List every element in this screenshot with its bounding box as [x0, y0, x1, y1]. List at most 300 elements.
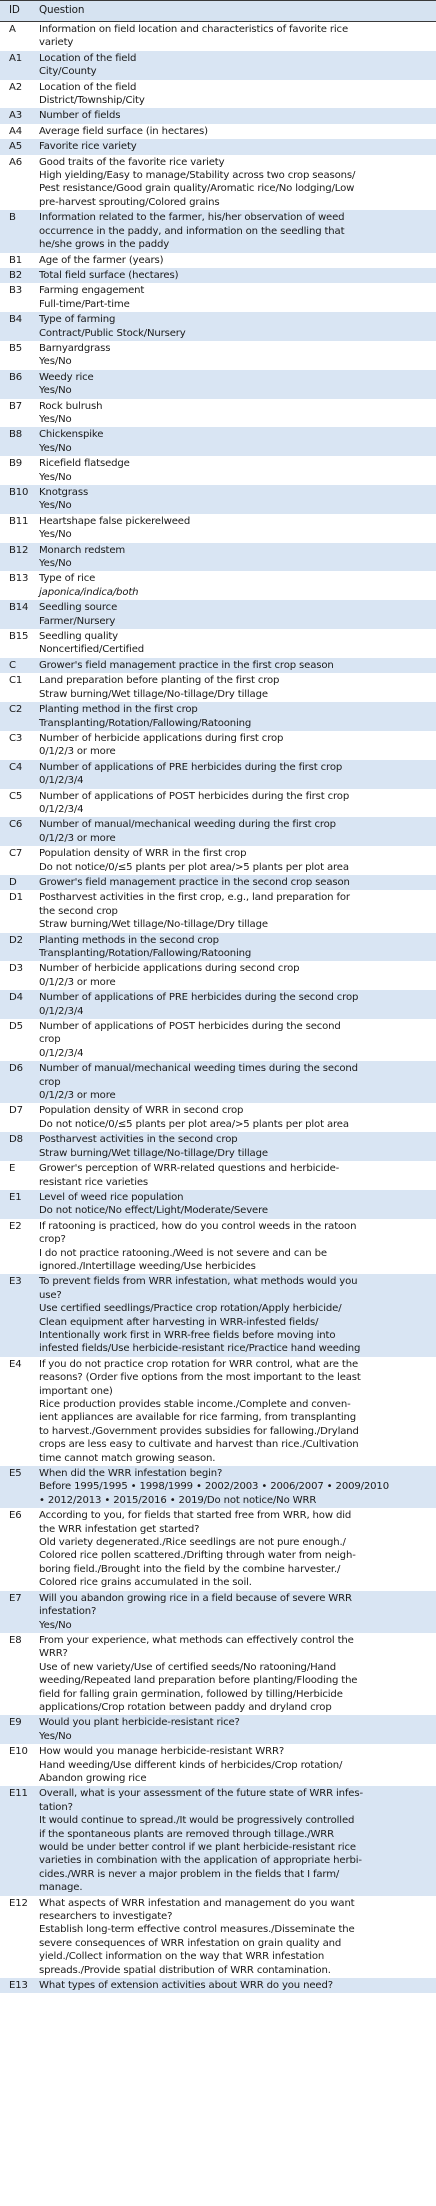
table-row	[0, 210, 436, 252]
question-line: the WRR infestation get started?	[39, 1523, 200, 1535]
table-row	[0, 961, 436, 990]
question-id: B9	[9, 458, 23, 470]
question-id: A4	[9, 125, 23, 137]
question-id: E12	[9, 1897, 28, 1909]
question-id: E4	[9, 1358, 22, 1370]
question-line: boring field./Brought into the field by the combine harvester./	[39, 1563, 341, 1575]
question-text	[32, 571, 436, 600]
question-line: Yes/No	[39, 1730, 72, 1742]
question-line: Age of the farmer (years)	[39, 254, 164, 266]
question-text	[32, 1103, 436, 1132]
table-row	[0, 543, 436, 572]
question-line: Clean equipment after harvesting in WRR-infested fields/	[39, 1316, 319, 1328]
table-row	[0, 846, 436, 875]
question-line: Location of the field	[39, 81, 137, 93]
question-text	[32, 789, 436, 818]
question-id: C7	[9, 848, 23, 860]
table-row	[0, 789, 436, 818]
table-row	[0, 1061, 436, 1103]
table-row	[0, 399, 436, 428]
question-line: Number of fields	[39, 110, 121, 122]
question-id: B2	[9, 269, 23, 281]
question-text	[32, 253, 436, 268]
question-line: Abandon growing rice	[39, 1772, 147, 1784]
question-line: Chickenspike	[39, 429, 104, 441]
question-line: Number of herbicide applications during first crop	[39, 732, 284, 744]
question-line: ient appliances are available for rice farming, from transplanting	[39, 1412, 356, 1424]
question-text	[32, 658, 436, 673]
table-row	[0, 283, 436, 312]
table-row	[0, 1132, 436, 1161]
question-text	[32, 51, 436, 80]
question-line: Establish long-term effective control measures./Disseminate the	[39, 1924, 355, 1936]
question-line: Colored rice pollen scattered./Drifting through water from neigh-	[39, 1550, 356, 1562]
question-line: infested fields/Use herbicide-resistant rice/Practice hand weeding	[39, 1343, 361, 1355]
question-id: B11	[9, 515, 29, 527]
question-id: C5	[9, 790, 23, 802]
question-line: Would you plant herbicide-resistant rice?	[39, 1717, 240, 1729]
question-line: Do not notice/No effect/Light/Moderate/Severe	[39, 1205, 268, 1217]
question-line: Do not notice/0/≤5 plants per plot area/>5 plants per plot area	[39, 861, 349, 873]
question-line: Knotgrass	[39, 487, 89, 498]
question-line: Barnyardgrass	[39, 342, 111, 354]
question-text	[32, 108, 436, 123]
question-line: Information related to the farmer, his/her observation of weed	[39, 212, 345, 224]
question-id: B14	[9, 602, 29, 614]
question-text	[32, 1508, 436, 1590]
question-line: Do not notice/0/≤5 plants per plot area/>5 plants per plot area	[39, 1118, 349, 1130]
question-line: Number of manual/mechanical weeding during the first crop	[39, 819, 336, 831]
question-line: High yielding/Easy to manage/Stability across two crop seasons/	[39, 170, 356, 182]
question-line: crop	[39, 1076, 61, 1088]
question-text	[32, 485, 436, 514]
question-line: time cannot match growing season.	[39, 1452, 216, 1464]
question-line: ignored./Intertillage weeding/Use herbicides	[39, 1260, 256, 1272]
question-text	[32, 124, 436, 139]
question-line: yield./Collect information on the way that WRR infestation	[39, 1951, 325, 1963]
question-line: would be under better control if we plant herbicide-resistant rice	[39, 1842, 356, 1853]
question-line: tation?	[39, 1801, 73, 1813]
id-column-header: ID	[9, 4, 20, 17]
question-text	[32, 139, 436, 154]
question-id: E6	[9, 1510, 22, 1522]
question-line: Number of applications of PRE herbicides during the first crop	[39, 761, 343, 773]
question-text	[32, 629, 436, 658]
question-line: crop?	[39, 1234, 66, 1246]
question-line: Yes/No	[39, 442, 72, 454]
question-line: Type of farming	[39, 314, 116, 326]
table-row	[0, 124, 436, 139]
question-id: E13	[9, 1980, 28, 1992]
question-line: Transplanting/Rotation/Fallowing/Ratooning	[39, 948, 252, 959]
question-line: Planting methods in the second crop	[39, 934, 219, 946]
table-row	[0, 658, 436, 673]
question-text	[32, 1190, 436, 1219]
question-line: Will you abandon growing rice in a field because of severe WRR	[39, 1592, 352, 1604]
question-text	[32, 1132, 436, 1161]
question-line: the second crop	[39, 905, 118, 917]
question-text	[32, 155, 436, 211]
table-row	[0, 600, 436, 629]
question-line: 0/1/2/3 or more	[39, 832, 116, 844]
question-line: • 2012/2013 • 2015/2016 • 2019/Do not notice/No WRR	[39, 1494, 317, 1506]
question-line: Rice production provides stable income./Complete and conven-	[39, 1399, 351, 1410]
question-text	[32, 1466, 436, 1508]
question-line: Population density of WRR in second crop	[39, 1105, 244, 1117]
table-row	[0, 760, 436, 789]
question-line: When did the WRR infestation begin?	[39, 1468, 223, 1480]
question-line: How would you manage herbicide-resistant WRR?	[39, 1746, 285, 1758]
question-line: to harvest./Government provides subsidies for fallowing./Dryland	[39, 1425, 359, 1437]
question-text	[32, 1786, 436, 1895]
question-text	[32, 1715, 436, 1744]
question-line: Noncertified/Certified	[39, 644, 145, 656]
question-line: District/Township/City	[39, 95, 145, 107]
table-row	[0, 1103, 436, 1132]
question-line: Level of weed rice population	[39, 1191, 184, 1203]
question-text	[32, 283, 436, 312]
question-text	[32, 370, 436, 399]
question-text	[32, 702, 436, 731]
question-text	[32, 1161, 436, 1190]
question-text	[32, 514, 436, 543]
question-line: Contract/Public Stock/Nursery	[39, 327, 186, 339]
question-line: Yes/No	[39, 471, 72, 483]
table-row	[0, 155, 436, 211]
table-row	[0, 1591, 436, 1633]
question-line: Postharvest activities in the second crop	[39, 1134, 238, 1146]
question-line: Average field surface (in hectares)	[39, 125, 208, 137]
question-id: E7	[9, 1592, 22, 1604]
question-line: Number of applications of POST herbicides during the second	[39, 1021, 341, 1033]
question-text	[32, 990, 436, 1019]
question-id: D	[9, 876, 17, 888]
question-line: What aspects of WRR infestation and management do you want	[39, 1897, 355, 1909]
question-line: From your experience, what methods can effectively control the	[39, 1634, 354, 1646]
question-line: Farmer/Nursery	[39, 615, 116, 627]
question-id: E8	[9, 1634, 22, 1646]
question-line: Favorite rice variety	[39, 141, 137, 153]
question-id: A2	[9, 81, 23, 93]
table-row	[0, 514, 436, 543]
question-line: crops are less easy to cultivate and harvest than rice./Cultivation	[39, 1439, 359, 1451]
question-line: applications/Crop rotation between paddy and dryland crop	[39, 1701, 332, 1713]
question-line: Number of applications of PRE herbicides during the second crop	[39, 992, 359, 1004]
question-id: B1	[9, 254, 23, 266]
question-text	[32, 543, 436, 572]
question-id: D6	[9, 1063, 23, 1075]
question-line: Grower's perception of WRR-related questions and herbicide-	[39, 1163, 340, 1175]
question-id: E10	[9, 1746, 28, 1758]
question-line: Rock bulrush	[39, 400, 103, 412]
question-line: Old variety degenerated./Rice seedlings are not pure enough./	[39, 1537, 346, 1549]
question-text	[32, 22, 436, 51]
question-id: C6	[9, 819, 23, 831]
question-line: Land preparation before planting of the first crop	[39, 675, 280, 687]
question-line: Use of new variety/Use of certified seeds/No ratooning/Hand	[39, 1661, 337, 1673]
table-row	[0, 1019, 436, 1061]
question-line: If you do not practice crop rotation for WRR control, what are the	[39, 1358, 359, 1370]
question-line: 0/1/2/3/4	[39, 1005, 84, 1017]
table-row	[0, 629, 436, 658]
question-line: Ricefield flatsedge	[39, 458, 130, 470]
table-row	[0, 485, 436, 514]
question-line: Yes/No	[39, 413, 72, 425]
table-row	[0, 268, 436, 283]
question-line: Grower's field management practice in the second crop season	[39, 876, 350, 888]
question-line: Straw burning/Wet tillage/No-tillage/Dry tillage	[39, 1147, 268, 1159]
table-row	[0, 253, 436, 268]
table-row	[0, 51, 436, 80]
question-id: A3	[9, 110, 23, 122]
table-row	[0, 312, 436, 341]
question-id: D3	[9, 963, 23, 975]
question-line: Good traits of the favorite rice variety	[39, 156, 225, 168]
question-line: important one)	[39, 1385, 113, 1397]
question-line: Yes/No	[39, 1619, 72, 1631]
question-text	[32, 1591, 436, 1633]
table-row	[0, 22, 436, 51]
table-row	[0, 1744, 436, 1786]
table-row	[0, 1161, 436, 1190]
table-row	[0, 456, 436, 485]
question-line: If ratooning is practiced, how do you control weeds in the ratoon	[39, 1220, 357, 1232]
question-line: 0/1/2/3 or more	[39, 1090, 116, 1102]
table-row	[0, 1978, 436, 1993]
question-id: C4	[9, 761, 23, 773]
question-line: occurrence in the paddy, and information on the seedling that	[39, 225, 345, 237]
table-row	[0, 875, 436, 890]
question-text	[32, 427, 436, 456]
question-line: It would continue to spread./It would be progressively controlled	[39, 1815, 355, 1827]
question-line: Seedling source	[39, 602, 118, 614]
question-line: manage.	[39, 1882, 83, 1894]
question-id: D5	[9, 1021, 23, 1033]
question-id: B5	[9, 342, 23, 354]
question-line: reasons? (Order five options from the most important to the least	[39, 1372, 361, 1384]
question-line: Number of applications of POST herbicides during the first crop	[39, 790, 350, 802]
question-line: What types of extension activities about WRR do you need?	[39, 1980, 333, 1992]
question-line: Monarch redstem	[39, 544, 126, 556]
question-line: Straw burning/Wet tillage/No-tillage/Dry tillage	[39, 688, 268, 700]
question-text	[32, 312, 436, 341]
question-text	[32, 890, 436, 932]
table-row	[0, 1190, 436, 1219]
question-id: B	[9, 212, 16, 224]
question-id: C	[9, 659, 16, 671]
question-text	[32, 673, 436, 702]
question-line: Total field surface (hectares)	[39, 269, 179, 281]
question-id: E	[9, 1163, 16, 1175]
question-id: B7	[9, 400, 23, 412]
question-text	[32, 210, 436, 252]
question-id: B12	[9, 544, 29, 556]
question-id: A6	[9, 156, 23, 168]
question-line: Yes/No	[39, 500, 72, 512]
table-row	[0, 571, 436, 600]
question-line: Intentionally work first in WRR-free fields before moving into	[39, 1329, 336, 1341]
question-id: C2	[9, 704, 23, 716]
question-line: Number of manual/mechanical weeding times during the second	[39, 1063, 358, 1075]
question-id: A	[9, 24, 16, 35]
question-id: B6	[9, 371, 23, 383]
question-id: B15	[9, 631, 29, 643]
question-id: D7	[9, 1105, 23, 1117]
question-line: 0/1/2/3/4	[39, 1047, 84, 1059]
question-line: Type of rice	[39, 573, 96, 585]
question-line: pre-harvest sprouting/Colored grains	[39, 196, 220, 208]
question-line: I do not practice ratooning./Weed is not severe and can be	[39, 1247, 327, 1259]
question-text	[32, 817, 436, 846]
table-row	[0, 427, 436, 456]
question-text	[32, 731, 436, 760]
question-text	[32, 846, 436, 875]
question-line: Straw burning/Wet tillage/No-tillage/Dry tillage	[39, 919, 268, 931]
question-line: Before 1995/1995 • 1998/1999 • 2002/2003 • 2006/2007 • 2009/2010	[39, 1481, 389, 1493]
question-text	[32, 1061, 436, 1103]
table-row	[0, 702, 436, 731]
question-line: resistant rice varieties	[39, 1176, 149, 1188]
question-line: cides./WRR is never a major problem in the fields that I farm/	[39, 1868, 340, 1880]
table-row	[0, 673, 436, 702]
question-id: E5	[9, 1468, 22, 1480]
question-line: Colored rice grains accumulated in the soil.	[39, 1577, 252, 1589]
question-line: City/County	[39, 66, 97, 78]
question-id: B4	[9, 314, 23, 326]
question-line: Pest resistance/Good grain quality/Aromatic rice/No lodging/Low	[39, 183, 355, 195]
table-row	[0, 1274, 436, 1356]
question-line: severe consequences of WRR infestation on grain quality and	[39, 1937, 342, 1949]
question-id: D8	[9, 1134, 23, 1146]
question-line: Yes/No	[39, 558, 72, 570]
question-text	[32, 399, 436, 428]
question-id: A1	[9, 52, 23, 64]
question-text	[32, 1744, 436, 1786]
question-line: Overall, what is your assessment of the future state of WRR infes-	[39, 1788, 363, 1800]
question-line: Weedy rice	[39, 371, 94, 383]
table-body	[0, 22, 436, 1993]
question-line: Population density of WRR in the first crop	[39, 848, 247, 860]
question-text	[32, 1219, 436, 1275]
question-line: Yes/No	[39, 385, 72, 397]
question-text	[32, 268, 436, 283]
question-line: varieties in combination with the application of appropriate herbi-	[39, 1855, 362, 1867]
table-header	[0, 0, 436, 22]
question-id: E3	[9, 1276, 22, 1288]
question-line: 0/1/2/3/4	[39, 775, 84, 787]
question-id: B8	[9, 429, 23, 441]
table-row	[0, 731, 436, 760]
question-text	[32, 600, 436, 629]
question-line: WRR?	[39, 1648, 68, 1660]
question-id: D1	[9, 892, 23, 904]
question-line: Full-time/Part-time	[39, 298, 130, 310]
question-id: C3	[9, 732, 23, 744]
question-line: Location of the field	[39, 52, 137, 64]
question-line: 0/1/2/3 or more	[39, 976, 116, 988]
question-line: spreads./Provide spatial distribution of WRR contamination.	[39, 1964, 331, 1976]
question-line: he/she grows in the paddy	[39, 239, 170, 251]
question-text	[32, 341, 436, 370]
question-line: infestation?	[39, 1606, 97, 1618]
question-id: B3	[9, 285, 23, 297]
table-row	[0, 1357, 436, 1466]
question-text	[32, 80, 436, 109]
question-text	[32, 1633, 436, 1715]
question-id: D2	[9, 934, 23, 946]
table-row	[0, 990, 436, 1019]
question-id: E1	[9, 1191, 22, 1203]
question-line: 0/1/2/3/4	[39, 803, 84, 815]
question-text	[32, 961, 436, 990]
question-line: Postharvest activities in the first crop, e.g., land preparation for	[39, 892, 350, 904]
question-line: use?	[39, 1289, 62, 1301]
question-text	[32, 760, 436, 789]
question-line: variety	[39, 37, 74, 49]
question-line: researchers to investigate?	[39, 1911, 173, 1923]
question-id: E11	[9, 1788, 28, 1800]
question-line: Use certified seedlings/Practice crop rotation/Apply herbicide/	[39, 1303, 342, 1315]
question-line: Grower's field management practice in the first crop season	[39, 659, 334, 671]
question-line: 0/1/2/3 or more	[39, 746, 116, 758]
question-id: B13	[9, 573, 29, 585]
table-row	[0, 1786, 436, 1895]
question-line: japonica/indica/both	[39, 586, 139, 598]
table-row	[0, 108, 436, 123]
table-row	[0, 817, 436, 846]
table-row	[0, 1219, 436, 1275]
question-line: Information on field location and characteristics of favorite rice	[39, 24, 349, 35]
question-text	[32, 1274, 436, 1356]
table-row	[0, 80, 436, 109]
question-text	[32, 933, 436, 962]
question-text	[32, 1978, 436, 1993]
question-line: To prevent fields from WRR infestation, what methods would you	[39, 1276, 358, 1288]
table-row	[0, 370, 436, 399]
question-text	[32, 1357, 436, 1466]
question-line: Yes/No	[39, 356, 72, 368]
question-id: A5	[9, 141, 23, 153]
table-row	[0, 341, 436, 370]
question-id: B10	[9, 487, 29, 498]
question-line: Yes/No	[39, 529, 72, 541]
question-line: field for falling grain germination, followed by tilling/Herbicide	[39, 1688, 343, 1700]
question-line: Seedling quality	[39, 631, 118, 643]
table-row	[0, 139, 436, 154]
question-line: Heartshape false pickerelweed	[39, 515, 191, 527]
question-text	[32, 875, 436, 890]
question-id: E2	[9, 1220, 22, 1232]
table-row	[0, 933, 436, 962]
question-line: if the spontaneous plants are removed through tillage./WRR	[39, 1828, 335, 1840]
question-line: Transplanting/Rotation/Fallowing/Ratooning	[39, 717, 252, 729]
question-line: Number of herbicide applications during second crop	[39, 963, 300, 975]
question-line: Farming engagement	[39, 285, 145, 297]
table-row	[0, 1466, 436, 1508]
table-row	[0, 1633, 436, 1715]
table-row	[0, 1508, 436, 1590]
question-line: weeding/Repeated land preparation before planting/Flooding the	[39, 1675, 358, 1687]
question-text	[32, 1019, 436, 1061]
question-line: Planting method in the first crop	[39, 704, 198, 716]
question-text	[32, 456, 436, 485]
question-line: According to you, for fields that started free from WRR, how did	[39, 1510, 352, 1522]
table-row	[0, 1715, 436, 1744]
question-line: crop	[39, 1034, 61, 1046]
question-line: Hand weeding/Use different kinds of herbicides/Crop rotation/	[39, 1759, 343, 1771]
question-id: E9	[9, 1717, 22, 1729]
table-row	[0, 890, 436, 932]
